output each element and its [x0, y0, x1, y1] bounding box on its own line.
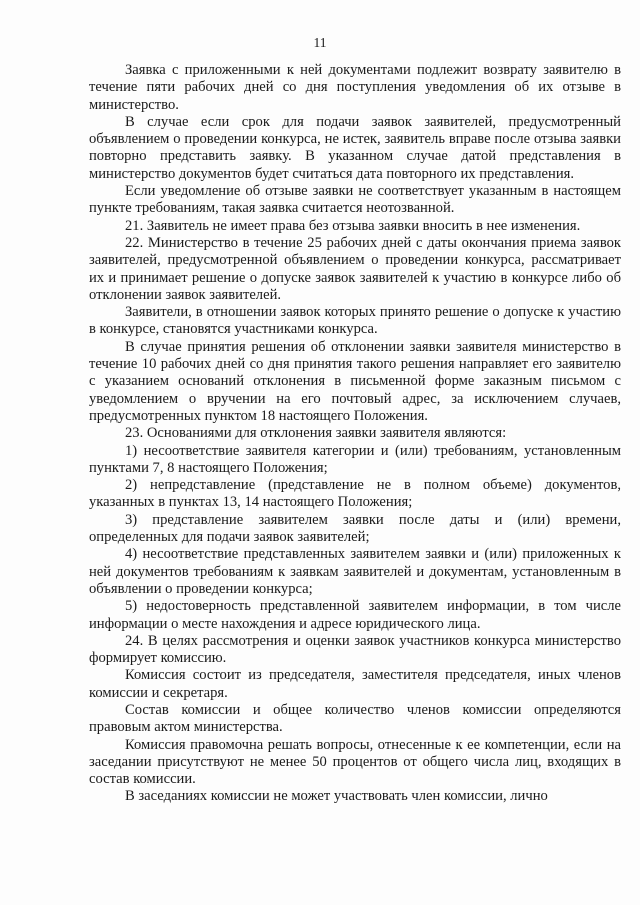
paragraph: 21. Заявитель не имеет права без отзыва заявки вносить в нее изменения.: [125, 217, 581, 234]
list-item: 1) несоответствие заявителя категории и (или) требованиям, установленным пунктами 7, 8 настоящего Положения;: [89, 442, 621, 476]
paragraph: Заявка с приложенными к ней документами подлежит возврату заявителю в течение пяти рабочих дней со дня поступления уведомления об их отзыве в министерство.: [89, 62, 621, 113]
paragraph: Если уведомление об отзыве заявки не соответствует указанным в настоящем пункте требованиям, такая заявка считается неотозванной.: [89, 183, 621, 217]
paragraph: 22. Министерство в течение 25 рабочих дней с даты окончания приема заявок заявителей, предусмотренной объявлением о проведении конкурса, рассматривает их и принимает решение о допуске заявок заявителей к участию в конкурсе либо об отклонении заявок заявителей.: [89, 234, 621, 303]
list-item: 3) представление заявителем заявки после даты и (или) времени, определенных для подачи заявок заявителей;: [89, 511, 621, 546]
paragraph: В случае принятия решения об отклонении заявки заявителя министерство в течение 10 рабочих дней со дня принятия такого решения направляет его заявителю с указанием оснований отклонения в письменной форме заказным письмом с уведомлением о вручении на его почтовый адрес, за исключением случаев, предусмотренных пунктом 18 настоящего Положения.: [89, 338, 621, 424]
paragraph: Комиссия правомочна решать вопросы, отнесенные к ее компетенции, если на заседании присутствуют не менее 50 процентов от общего числа лиц, входящих в состав комиссии.: [89, 736, 621, 788]
paragraph: В случае если срок для подачи заявок заявителей, предусмотренный объявлением о проведении конкурса, не истек, заявитель вправе после отзыва заявки повторно представить заявку. В указанном случае датой представления в министерство документов будет считаться дата повторного их представления.: [89, 113, 621, 182]
list-item: 2) непредставление (представление не в полном объеме) документов, указанных в пунктах 13, 14 настоящего Положения;: [89, 477, 621, 511]
paragraph: В заседаниях комиссии не может участвовать член комиссии, лично: [125, 788, 548, 805]
paragraph: 23. Основаниями для отклонения заявки заявителя являются:: [125, 425, 507, 442]
page-number: 11: [313, 35, 327, 50]
paragraph: Состав комиссии и общее количество членов комиссии определяются правовым актом министерства.: [89, 701, 621, 736]
paragraph: Комиссия состоит из председателя, заместителя председателя, иных членов комиссии и секретаря.: [89, 667, 621, 701]
list-item: 4) несоответствие представленных заявителем заявки и (или) приложенных к ней документов требованиям к заявкам заявителей и документам, установленным в объявлении о проведении конкурса;: [89, 546, 621, 597]
list-item: 5) недостоверность представленной заявителем информации, в том числе информации о месте нахождения и адресе юридического лица.: [89, 598, 621, 632]
paragraph: 24. В целях рассмотрения и оценки заявок участников конкурса министерство формирует комиссию.: [89, 632, 621, 667]
document-body: [89, 62, 621, 806]
paragraph: Заявители, в отношении заявок которых принято решение о допуске к участию в конкурсе, становятся участниками конкурса.: [89, 304, 621, 338]
